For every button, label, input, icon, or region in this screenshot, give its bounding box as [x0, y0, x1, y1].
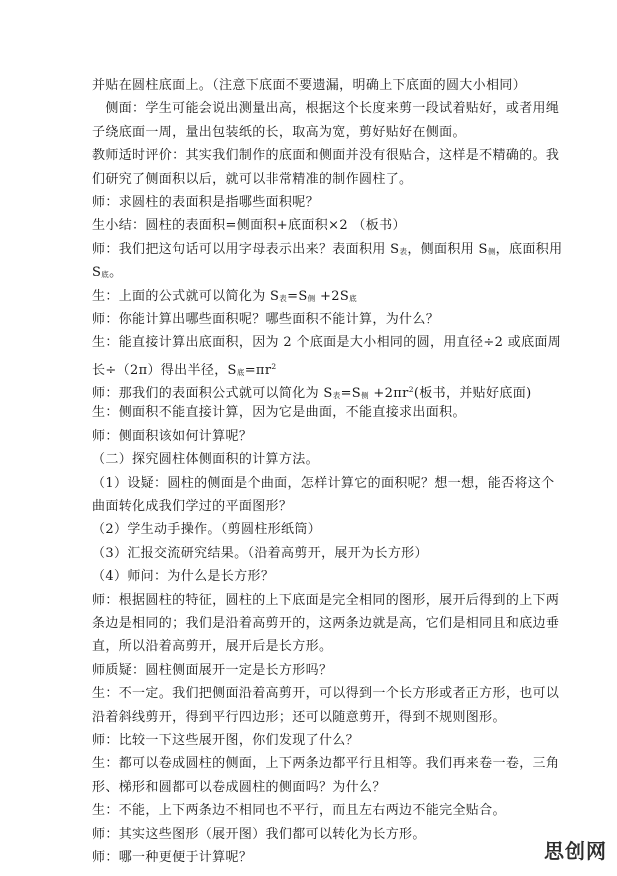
- superscript: 2: [408, 385, 414, 395]
- text-segment: =S: [287, 288, 308, 304]
- text-line: （3）汇报交流研究结果。（沿着高剪开，展开为长方形）: [92, 545, 428, 561]
- text-line: 生：不一定。我们把侧面沿着高剪开，可以得到一个长方形或者正方形，也可以: [92, 686, 560, 702]
- subscript: 底: [236, 367, 245, 377]
- text-line: 师：比较一下这些展开图，你们发现了什么？: [92, 732, 360, 748]
- text-line: [92, 261, 537, 284]
- text-line: 们研究了侧面积以后，就可以非常精准的制作圆柱了。: [92, 171, 413, 187]
- text-line: 师：其实这些图形（展开图）我们都可以转化为长方形。: [92, 826, 426, 842]
- subscript: 表: [399, 246, 408, 256]
- subscript: 侧: [307, 293, 316, 303]
- text-line: 侧面：学生可能会说出测量出高，根据这个长度来剪一段试着贴好，或者用绳: [92, 101, 560, 117]
- text-line: [92, 285, 537, 308]
- text-line: 生：都可以卷成圆柱的侧面，上下两条边都平行且相等。我们再来卷一卷，三角: [92, 756, 560, 772]
- text-line: 生：能直接计算出底面积，因为 2 个底面是大小相同的圆，用直径÷2 或底面周: [92, 335, 562, 351]
- text-line: 师：侧面积该如何计算呢？: [92, 428, 253, 444]
- text-line: 子绕底面一周，量出包装纸的长，取高为宽，剪好贴好在侧面。: [92, 124, 466, 140]
- text-segment: +2S: [315, 288, 350, 304]
- superscript: 2: [271, 361, 277, 371]
- text-segment: ，底面积用: [495, 241, 563, 257]
- text-segment: 。: [109, 265, 123, 281]
- text-segment: =S: [340, 386, 362, 402]
- text-line: 师：你能计算出哪些面积呢？哪些面积不能计算，为什么？: [92, 311, 440, 327]
- text-line: 并贴在圆柱底面上。（注意下底面不要遗漏，明确上下底面的圆大小相同）: [92, 78, 527, 93]
- subscript: 侧: [487, 246, 496, 256]
- text-line: [92, 238, 563, 261]
- text-line: 生：侧面积不能直接计算，因为它是曲面，不能直接求出面积。: [92, 405, 466, 421]
- text-line: 曲面转化成我们学过的平面图形？: [92, 499, 293, 515]
- text-segment: 长÷（2π）得出半径，S: [92, 362, 237, 378]
- document-body: [92, 74, 563, 869]
- text-segment: (板书，并贴好底面): [413, 386, 532, 402]
- text-segment: 师：那我们的表面积公式就可以简化为 S: [92, 386, 333, 402]
- text-segment: +2πr: [368, 386, 409, 402]
- text-line: 师：哪一种更便于计算呢？: [92, 849, 253, 865]
- text-line: 形、梯形和圆都可以卷成圆柱的侧面吗？为什么？: [92, 779, 386, 795]
- text-line: 教师适时评价：其实我们制作的底面和侧面并没有很贴合，这样是不精确的。我: [92, 148, 560, 164]
- watermark-logo: 思创网: [544, 839, 607, 863]
- text-line: 生：不能，上下两条边不相同也不平行，而且左右两边不能完全贴合。: [92, 803, 506, 819]
- text-line: （1）设疑：圆柱的侧面是个曲面，怎样计算它的面积呢？想一想，能否将这个: [92, 475, 555, 491]
- text-line: 直，所以沿着高剪开，展开后是长方形。: [92, 639, 333, 655]
- subscript: 底: [101, 270, 110, 280]
- text-line: 师质疑：圆柱侧面展开一定是长方形吗？: [92, 662, 333, 678]
- subscript: 侧: [361, 391, 369, 401]
- text-segment: 生：上面的公式就可以简化为 S: [92, 288, 280, 304]
- subscript: 底: [349, 293, 357, 303]
- text-segment: S: [92, 265, 102, 281]
- text-line: 师：求圆柱的表面积是指哪些面积呢？: [92, 194, 319, 210]
- text-segment: 师：我们把这句话可以用字母表示出来？表面积用 S: [92, 241, 400, 257]
- text-line: （二）探究圆柱体侧面积的计算方法。: [92, 452, 319, 468]
- text-line: 条边是相同的；我们是沿着高剪开的，这两条边就是高，它们是相同且和底边垂: [92, 615, 560, 631]
- text-line: [92, 355, 537, 378]
- text-segment: =πr: [244, 362, 272, 378]
- text-line: （4）师问：为什么是长方形？: [92, 569, 275, 585]
- text-segment: ，侧面积用 S: [407, 241, 488, 257]
- text-line: （2）学生动手操作。（剪圆柱形纸筒）: [92, 522, 322, 538]
- text-line: 沿着斜线剪开，得到平行四边形；还可以随意剪开，得到不规则图形。: [92, 709, 506, 725]
- text-line: [92, 378, 537, 401]
- subscript: 表: [332, 391, 341, 401]
- text-line: 生小结：圆柱的表面积=侧面积+底面积×2 （板书）: [92, 218, 406, 234]
- subscript: 表: [279, 293, 288, 303]
- text-line: 师：根据圆柱的特征，圆柱的上下底面是完全相同的图形，展开后得到的上下两: [92, 592, 560, 608]
